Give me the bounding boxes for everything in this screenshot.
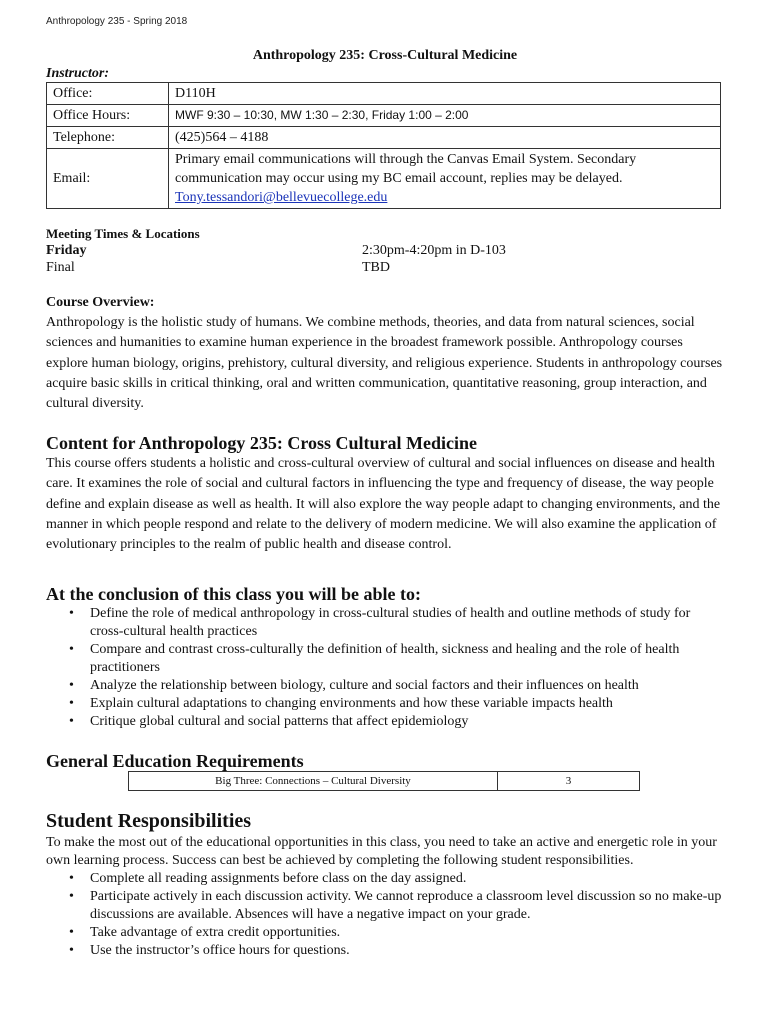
responsibilities-list [46, 870, 726, 960]
telephone-value: (425)564 – 4188 [169, 127, 721, 149]
gen-ed-table [128, 771, 640, 791]
running-header: Anthropology 235 - Spring 2018 [46, 16, 188, 27]
content-heading: Content for Anthropology 235: Cross Cultural Medicine [46, 433, 478, 453]
overview-heading: Course Overview: [46, 295, 155, 310]
meeting-time: 2:30pm-4:20pm in D-103 [362, 243, 506, 258]
outcomes-section [46, 583, 726, 731]
list-item: • Participate actively in each discussion activity. We cannot reproduce a classroom level discussion so no make-up discussions are available. Absences will have a negative impact on your grade. [46, 888, 726, 924]
table-row [47, 149, 721, 209]
office-key: Office: [47, 83, 169, 105]
office-hours-value: MWF 9:30 – 10:30, MW 1:30 – 2:30, Friday 1:00 – 2:00 [169, 105, 721, 127]
email-key: Email: [47, 149, 169, 209]
overview-text: Anthropology is the holistic study of humans. We combine methods, theories, and data from natural sciences, social sciences and humanities to examine human experience in the broadest framework possible. Anthropology courses explore human biology, origins, prehistory, cultural diversity, and religious experience. Students in anthropology courses acquire basic skills in critical thinking, oral and written communication, quantitative reasoning, group interaction, and cultural diversity. [46, 315, 723, 412]
content-text: This course offers students a holistic and cross-cultural overview of cultural and social influences on disease and health care. It examines the role of social and cultural factors in influencing the type and frequency of disease, the way people define and explain disease as well as health. It will also explore the way people adapt to changing environments, and the manner in which people respond and relate to the delivery of modern medicine. We will also examine the application of evolutionary principles to the realm of public health and disease control. [46, 456, 721, 553]
meeting-time: TBD [362, 260, 390, 275]
meeting-title: Meeting Times & Locations [46, 226, 200, 241]
email-note-line-1: Primary email communications will through the Canvas Email System. Secondary [175, 152, 637, 167]
list-item: • Use the instructor’s office hours for questions. [46, 942, 726, 960]
meeting-day: Friday [46, 243, 87, 258]
table-row [47, 127, 721, 149]
gen-ed-heading: General Education Requirements [46, 751, 304, 771]
office-value: D110H [169, 83, 721, 105]
responsibilities-heading: Student Responsibilities [46, 810, 252, 832]
document-title: Anthropology 235: Cross-Cultural Medicine [252, 48, 518, 63]
instructor-info-table [46, 82, 721, 209]
list-item: • Compare and contrast cross-culturally the definition of health, sickness and healing and the role of health practitioners [46, 641, 726, 677]
responsibilities-intro: To make the most out of the educational opportunities in this class, you need to take an active and energetic role in your own learning process. Success can best be achieved by completing the following student responsibilities. [46, 835, 717, 868]
course-overview-section [46, 293, 726, 414]
telephone-key: Telephone: [47, 127, 169, 149]
list-item: • Analyze the relationship between biology, culture and social factors and their influences on health [46, 677, 726, 695]
meeting-day: Final [46, 260, 75, 275]
email-note-line-2: communication may occur using my BC email account, replies may be delayed. [175, 171, 623, 186]
list-item: • Critique global cultural and social patterns that affect epidemiology [46, 713, 726, 731]
list-item: • Take advantage of extra credit opportunities. [46, 924, 726, 942]
email-link[interactable]: Tony.tessandori@bellevuecollege.edu [175, 190, 388, 205]
list-item: • Complete all reading assignments before class on the day assigned. [46, 870, 726, 888]
outcomes-heading: At the conclusion of this class you will be able to: [46, 584, 422, 604]
content-section [46, 432, 726, 555]
gen-ed-credits: 3 [498, 772, 640, 791]
gen-ed-requirement: Big Three: Connections – Cultural Diversity [129, 772, 498, 791]
responsibilities-section [46, 808, 726, 960]
table-row [129, 772, 640, 791]
outcomes-list [46, 605, 726, 731]
list-item: • Define the role of medical anthropology in cross-cultural studies of health and outline methods of study for cross-cultural health practices [46, 605, 726, 641]
table-row [47, 83, 721, 105]
table-row [47, 105, 721, 127]
email-value [169, 149, 721, 209]
list-item: • Explain cultural adaptations to changing environments and how these variable impacts health [46, 695, 726, 713]
office-hours-key: Office Hours: [47, 105, 169, 127]
instructor-label: Instructor: [46, 66, 110, 81]
gen-ed-section [46, 750, 726, 772]
